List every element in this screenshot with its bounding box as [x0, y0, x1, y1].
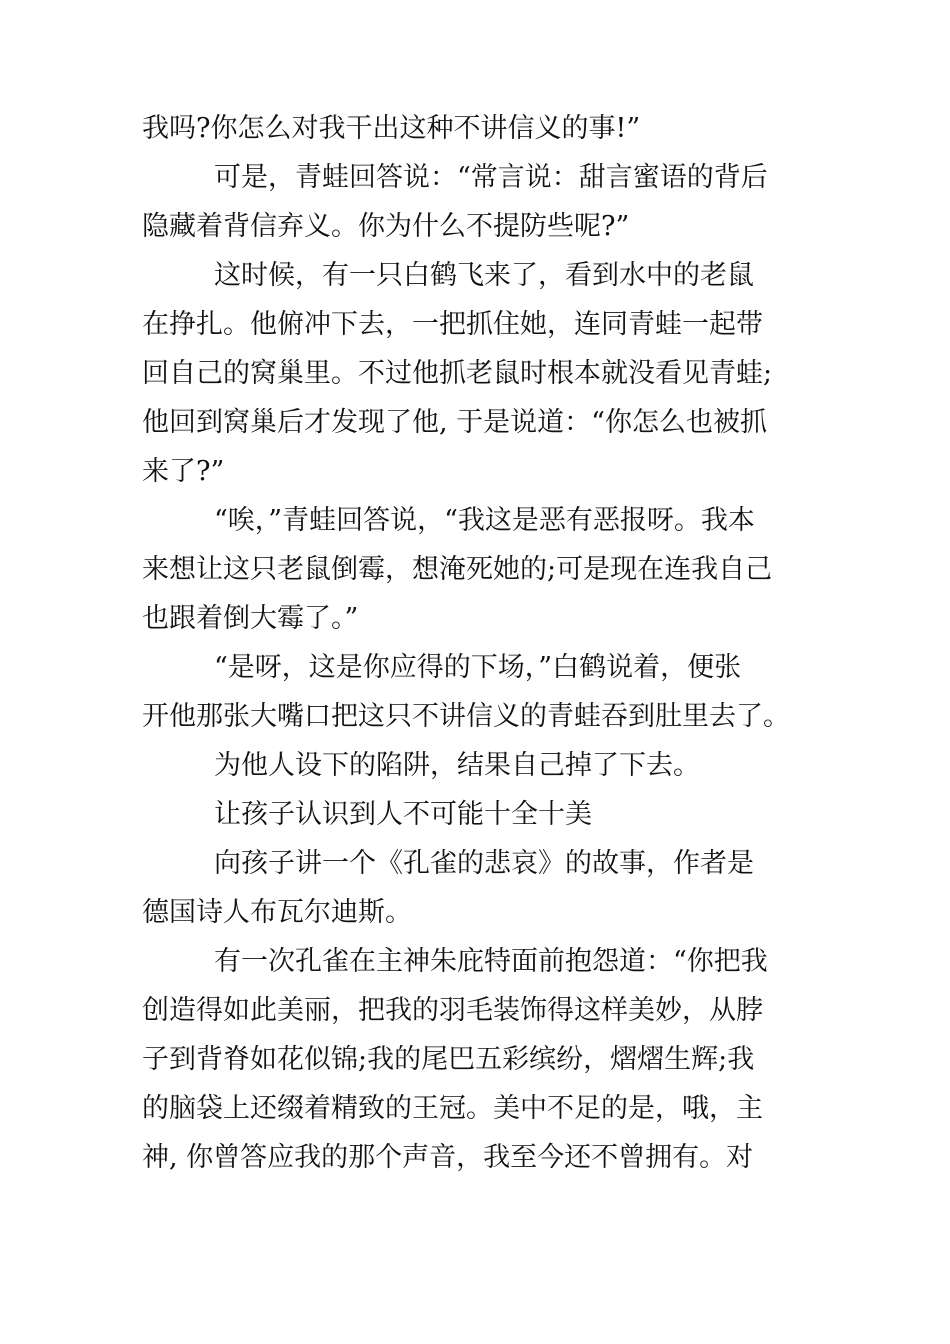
- text-line: 子到背脊如花似锦;我的尾巴五彩缤纷，熠熠生辉;我: [142, 1044, 755, 1075]
- text-line: 来想让这只老鼠倒霉，想淹死她的;可是现在连我自己: [142, 554, 773, 585]
- document-body: [142, 104, 822, 1182]
- text-line: “唉，”青蛙回答说，“我这是恶有恶报呀。我本: [214, 505, 755, 536]
- text-line: 神, 你曾答应我的那个声音，我至今还不曾拥有。对: [142, 1142, 754, 1173]
- text-line: 在挣扎。他俯冲下去，一把抓住她，连同青蛙一起带: [142, 309, 763, 340]
- text-line: 来了?”: [142, 456, 225, 487]
- text-line: “是呀，这是你应得的下场，”白鹤说着，便张: [214, 652, 742, 683]
- text-line: 我吗?你怎么对我干出这种不讲信义的事!”: [142, 113, 641, 144]
- text-line: 德国诗人布瓦尔迪斯。: [142, 897, 412, 928]
- text-line: 有一次孔雀在主神朱庇特面前抱怨道：“你把我: [214, 946, 768, 977]
- text-line: 回自己的窝巢里。不过他抓老鼠时根本就没看见青蛙;: [142, 358, 773, 389]
- text-line: 他回到窝巢后才发现了他, 于是说道：“你怎么也被抓: [142, 407, 767, 438]
- text-line: 的脑袋上还缀着精致的王冠。美中不足的是，哦，主: [142, 1093, 763, 1124]
- text-line: 这时候，有一只白鹤飞来了，看到水中的老鼠: [214, 260, 754, 291]
- text-line: 向孩子讲一个《孔雀的悲哀》的故事，作者是: [214, 848, 754, 879]
- text-line: 创造得如此美丽，把我的羽毛装饰得这样美妙，从脖: [142, 995, 763, 1026]
- text-line: 可是，青蛙回答说：“常言说：甜言蜜语的背后: [214, 162, 768, 193]
- text-line: 开他那张大嘴口把这只不讲信义的青蛙吞到肚里去了。: [142, 701, 790, 732]
- text-line: 也跟着倒大霉了。”: [142, 603, 359, 634]
- section-heading: 让孩子认识到人不可能十全十美: [214, 799, 592, 830]
- text-line: 隐藏着背信弃义。你为什么不提防些呢?”: [142, 211, 630, 242]
- text-line: 为他人设下的陷阱，结果自己掉了下去。: [214, 750, 700, 781]
